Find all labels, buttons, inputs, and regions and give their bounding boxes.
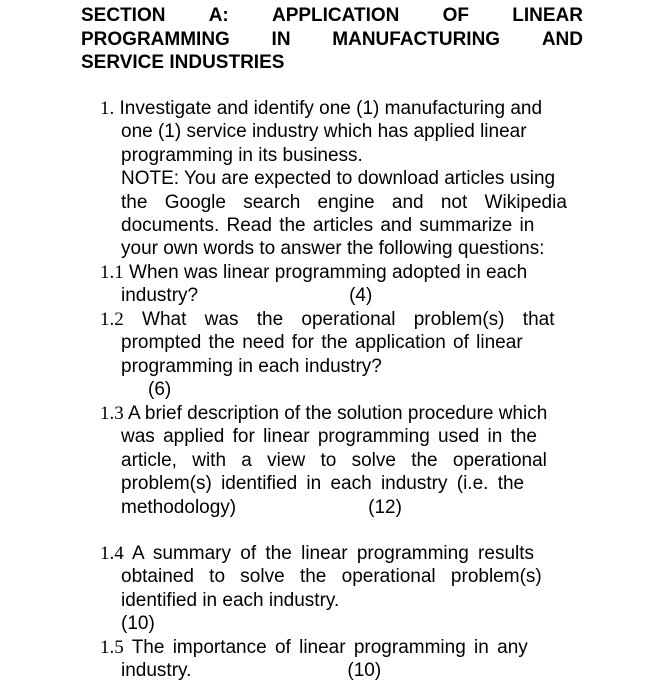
question-line: NOTE: You are expected to download articles using <box>121 168 556 190</box>
question-line: your own words to answer the following questions: <box>121 238 545 260</box>
heading-word: LINEAR <box>512 5 583 26</box>
question-line: prompted the need for the application of linear <box>121 332 523 354</box>
question-line: article, with a view to solve the operational <box>121 449 547 471</box>
heading-word: APPLICATION <box>271 5 400 26</box>
question-text: methodology) <box>121 496 237 518</box>
heading-word: IN <box>271 28 291 50</box>
question-number: 1.4 <box>100 543 124 564</box>
question-line <box>100 659 584 682</box>
question-line: was applied for linear programming used in the <box>121 426 537 448</box>
question-text: The importance of linear programming in any <box>131 637 528 658</box>
question-line <box>100 402 584 425</box>
question-number: 1.5 <box>100 637 124 658</box>
heading-word: SECTION <box>81 5 166 26</box>
question-text: What was the operational problem(s) that <box>142 309 555 330</box>
question-line <box>100 496 584 519</box>
question-1-1 <box>100 261 584 308</box>
question-line <box>100 97 584 120</box>
question-line <box>100 261 584 284</box>
question-line: obtained to solve the operational problem(s) <box>121 566 542 588</box>
question-line: programming in each industry? <box>121 355 382 377</box>
marks-label: (4) <box>349 285 373 307</box>
question-text: A brief description of the solution procedure which <box>127 403 548 424</box>
question-line <box>100 542 584 565</box>
marks-label: (10) <box>121 613 155 635</box>
section-heading-line-2 <box>81 28 583 52</box>
question-text: Investigate and identify one (1) manufacturing and <box>119 98 543 119</box>
section-heading <box>81 4 583 75</box>
question-line: problem(s) identified in each industry (i.e. the <box>121 473 525 495</box>
question-text: When was linear programming adopted in each <box>129 262 528 283</box>
question-line <box>100 636 584 659</box>
section-heading-line-3: SERVICE INDUSTRIES <box>81 52 285 73</box>
marks-label: (6) <box>148 379 172 401</box>
heading-word: PROGRAMMING <box>81 28 230 50</box>
question-1-3 <box>100 402 584 519</box>
question-text: industry. <box>121 660 192 682</box>
question-number: 1.3 <box>100 403 124 424</box>
question-line: identified in each industry. <box>121 589 340 611</box>
question-line <box>100 284 584 307</box>
question-line: documents. Read the articles and summarize in <box>121 215 535 237</box>
heading-word: AND <box>541 28 583 50</box>
question-1-4 <box>100 542 584 636</box>
heading-word: MANUFACTURING <box>332 28 501 50</box>
question-1-5 <box>100 636 584 683</box>
marks-label: (12) <box>368 496 402 518</box>
question-line: programming in its business. <box>121 144 363 166</box>
section-heading-line-1 <box>81 4 583 28</box>
question-number: 1. <box>100 98 115 119</box>
question-1 <box>100 97 584 261</box>
marks-label: (10) <box>347 660 382 682</box>
question-line: one (1) service industry which has applied linear <box>121 121 527 143</box>
question-line: the Google search engine and not Wikipedia <box>121 191 567 213</box>
question-number: 1.2 <box>100 309 124 330</box>
question-text: industry? <box>121 285 199 307</box>
heading-word: A: <box>208 5 229 26</box>
question-number: 1.1 <box>100 262 124 283</box>
question-1-2 <box>100 308 584 402</box>
question-line <box>100 308 584 331</box>
heading-word: OF <box>442 5 469 26</box>
question-text: A summary of the linear programming results <box>131 543 535 564</box>
